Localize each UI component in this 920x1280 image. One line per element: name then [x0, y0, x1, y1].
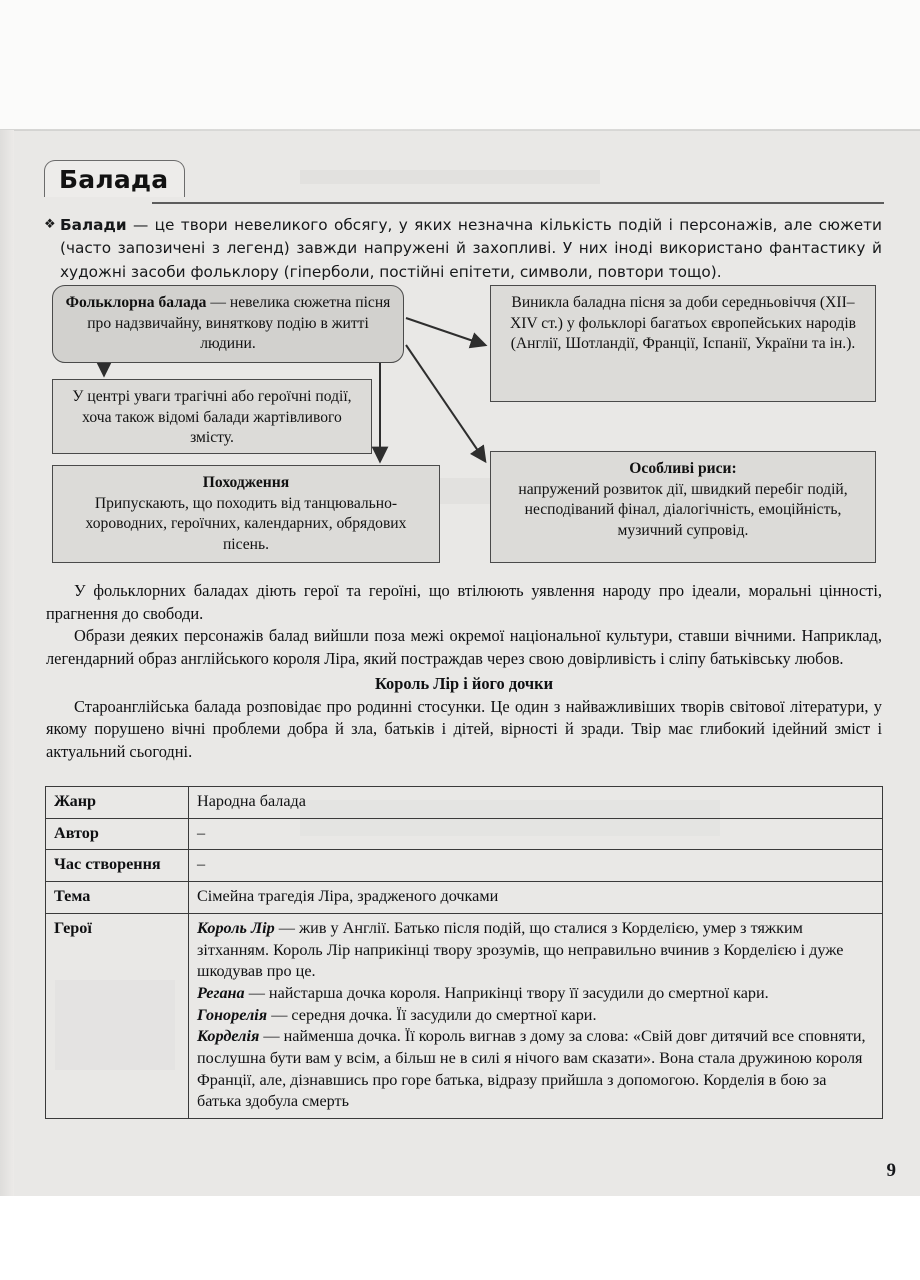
hero-description: — найстарша дочка короля. Наприкінці твору її засудили до смертної кари.: [244, 983, 769, 1002]
focus-text: У центрі уваги трагічні або героїчні події, хоча також відомі балади жартівливого змісту.: [72, 388, 352, 447]
pohodzhennya-text: Припускають, що походить від танцювально-хороводних, героїчних, календарних, обрядових пісень.: [85, 494, 407, 554]
table-key-author: Автор: [46, 818, 189, 850]
table-row: [46, 850, 883, 882]
work-summary-table: [45, 786, 883, 1119]
features-text: напружений розвиток дії, швидкий перебіг подій, несподіваний фінал, діалогічність, емоційність, музичний супровід.: [518, 480, 848, 540]
pohodzhennya-title: Походження: [202, 474, 290, 491]
table-key-genre: Жанр: [46, 787, 189, 819]
intro-lead-term: Балади: [60, 216, 127, 234]
table-row: [46, 882, 883, 914]
intro-paragraph: [44, 214, 882, 284]
hero-entry-king-lear: [197, 918, 874, 983]
hero-entry-kordeliya: [197, 1026, 874, 1113]
table-row: [46, 913, 883, 1118]
section-tab-balada: Балада: [44, 160, 185, 197]
hero-name: Регана: [197, 983, 245, 1002]
subheading-king-lear: Король Лір і його дочки: [374, 673, 554, 693]
table-key-theme: Тема: [46, 882, 189, 914]
table-value-author: –: [189, 818, 883, 850]
table-key-creation-time: Час створення: [46, 850, 189, 882]
hero-entry-honoreliya: [197, 1005, 874, 1027]
folk-ballad-term: Фольклорна балада: [65, 294, 207, 311]
hero-description: — жив у Англії. Батько після подій, що сталися з Корделією, умер з тяжким зітханням. Король Лір наприкінці твору зрозумів, що неправильно вчинив з Корделією і дуже шкодував про це.: [197, 918, 844, 981]
hero-description: — середня дочка. Її засудили до смертної кари.: [267, 1005, 597, 1024]
page-left-edge: [0, 130, 14, 1196]
table-value-genre: Народна балада: [189, 787, 883, 819]
table-body: [46, 787, 883, 1119]
table-row: [46, 787, 883, 819]
diagram-box-folk-ballad: [52, 285, 404, 363]
ballad-concept-diagram: [44, 283, 884, 571]
paragraph-eternal-images: Образи деяких персонажів балад вийшли поза межі окремої національної культури, ставши вічними. Наприклад, легендарний образ англійського короля Ліра, який постраждав через свою довірливість і сліпу батьківську любов.: [46, 626, 882, 669]
table-value-theme: Сімейна трагедія Ліра, зрадженого дочками: [189, 882, 883, 914]
page-seam: [0, 129, 920, 131]
diagram-box-origin-period: [490, 285, 876, 402]
table-key-heroes: Герої: [46, 913, 189, 1118]
folk-ballad-definition: — невелика сюжетна пісня про надзвичайну, виняткову подію в житті людини.: [87, 294, 391, 353]
section-tab-rule: [152, 202, 884, 204]
table-value-creation-time: –: [189, 850, 883, 882]
origin-period-text: Виникла баладна пісня за доби середньовіччя (XII–XIV ст.) у фольклорі багатьох європейських народів (Англії, Шотландії, Франції, Іспанії, України та ін.).: [509, 294, 857, 353]
diagram-box-focus: [52, 379, 372, 454]
paragraph-old-english-ballad: Староанглійська балада розповідає про родинні стосунки. Це один з найважливіших творів світової літератури, у якому порушено вічні проблеми добра й зла, батьків і дітей, вірності й зради. Твір має глибокий ідейний зміст і актуальний сьогодні.: [46, 696, 882, 762]
table-row: [46, 818, 883, 850]
hero-entry-regana: [197, 983, 874, 1005]
features-title: Особливі риси:: [629, 460, 737, 477]
page-number: 9: [886, 1160, 896, 1181]
body-paragraphs: [46, 580, 882, 764]
diagram-box-pohodzhennya: [52, 465, 440, 563]
hero-name: Король Лір: [197, 918, 275, 937]
diagram-box-features: [490, 451, 876, 563]
hero-name: Корделія: [197, 1027, 260, 1046]
hero-description: — найменша дочка. Її король вигнав з дому за слова: «Свій довг дитячий все сповняти, послушна бути вам у всім, а більш не в силі я нічого вам сказати». Вона стала дружиною короля Франції, але, дізнавшись про горе батька, відразу прийшла з допомогою. Корделія в бою за батька здобула смерть: [197, 1027, 866, 1111]
table-value-heroes: [189, 913, 883, 1118]
section-tab-row: [44, 160, 884, 206]
intro-body-text: — це твори невеликого обсягу, у яких незначна кількість подій і персонажів, але сюжети (часто запозичені з легенд) завжди напружені й захопливі. У них іноді використано фантастику й художні засоби фольклору (гіперболи, постійні епітети, символи, повтори тощо).: [60, 216, 882, 281]
paragraph-folk-heroes: У фольклорних баладах діють герої та героїні, що втілюють уявлення народу про ідеали, моральні цінності, прагнення до свободи.: [46, 581, 882, 623]
hero-name: Гонорелія: [197, 1005, 268, 1024]
diamond-bullet-icon: ❖: [44, 217, 56, 232]
